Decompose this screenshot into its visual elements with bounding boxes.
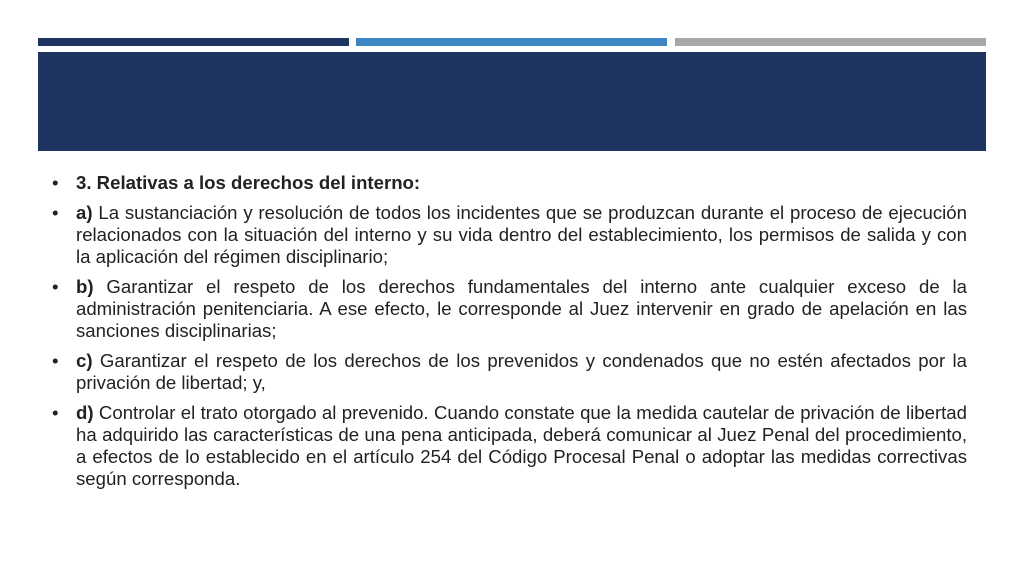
- item-letter: b): [76, 276, 94, 297]
- item-text: Garantizar el respeto de los derechos de los prevenidos y condenados que no estén afectados por la privación de libertad; y,: [76, 350, 967, 393]
- item-letter: c): [76, 350, 93, 371]
- item-text: La sustanciación y resolución de todos los incidentes que se produzcan durante el proceso de ejecución relacionados con la situación del interno y su vida dentro del establecimiento, los permisos de salida y con la aplicación del régimen disciplinario;: [76, 202, 967, 267]
- bullet-icon: •: [52, 202, 59, 223]
- bullet-list: [52, 172, 967, 498]
- item-text: Garantizar el respeto de los derechos fundamentales del interno ante cualquier exceso de la administración penitenciaria. A ese efecto, le corresponde al Juez intervenir en grado de apelación en las sanciones disciplinarias;: [76, 276, 967, 341]
- section-heading: 3. Relativas a los derechos del interno:: [76, 172, 421, 193]
- list-item-heading: [52, 172, 967, 194]
- item-text: Controlar el trato otorgado al prevenido. Cuando constate que la medida cautelar de privación de libertad ha adquirido las características de una pena anticipada, deberá comunicar al Juez Penal del procedimiento, a efectos de lo establecido en el artículo 254 del Código Procesal Penal o adoptar las medidas correctivas según corresponda.: [76, 402, 967, 489]
- list-item-c: [52, 350, 967, 394]
- list-item-a: [52, 202, 967, 268]
- item-letter: a): [76, 202, 93, 223]
- list-item-b: [52, 276, 967, 342]
- title-band: [38, 52, 986, 151]
- item-letter: d): [76, 402, 94, 423]
- bullet-icon: •: [52, 350, 59, 371]
- accent-bar-navy: [38, 38, 349, 46]
- accent-bar-blue: [356, 38, 667, 46]
- list-item-d: [52, 402, 967, 490]
- bullet-icon: •: [52, 402, 59, 423]
- accent-bar-gray: [675, 38, 986, 46]
- bullet-icon: •: [52, 276, 59, 297]
- bullet-icon: •: [52, 172, 59, 193]
